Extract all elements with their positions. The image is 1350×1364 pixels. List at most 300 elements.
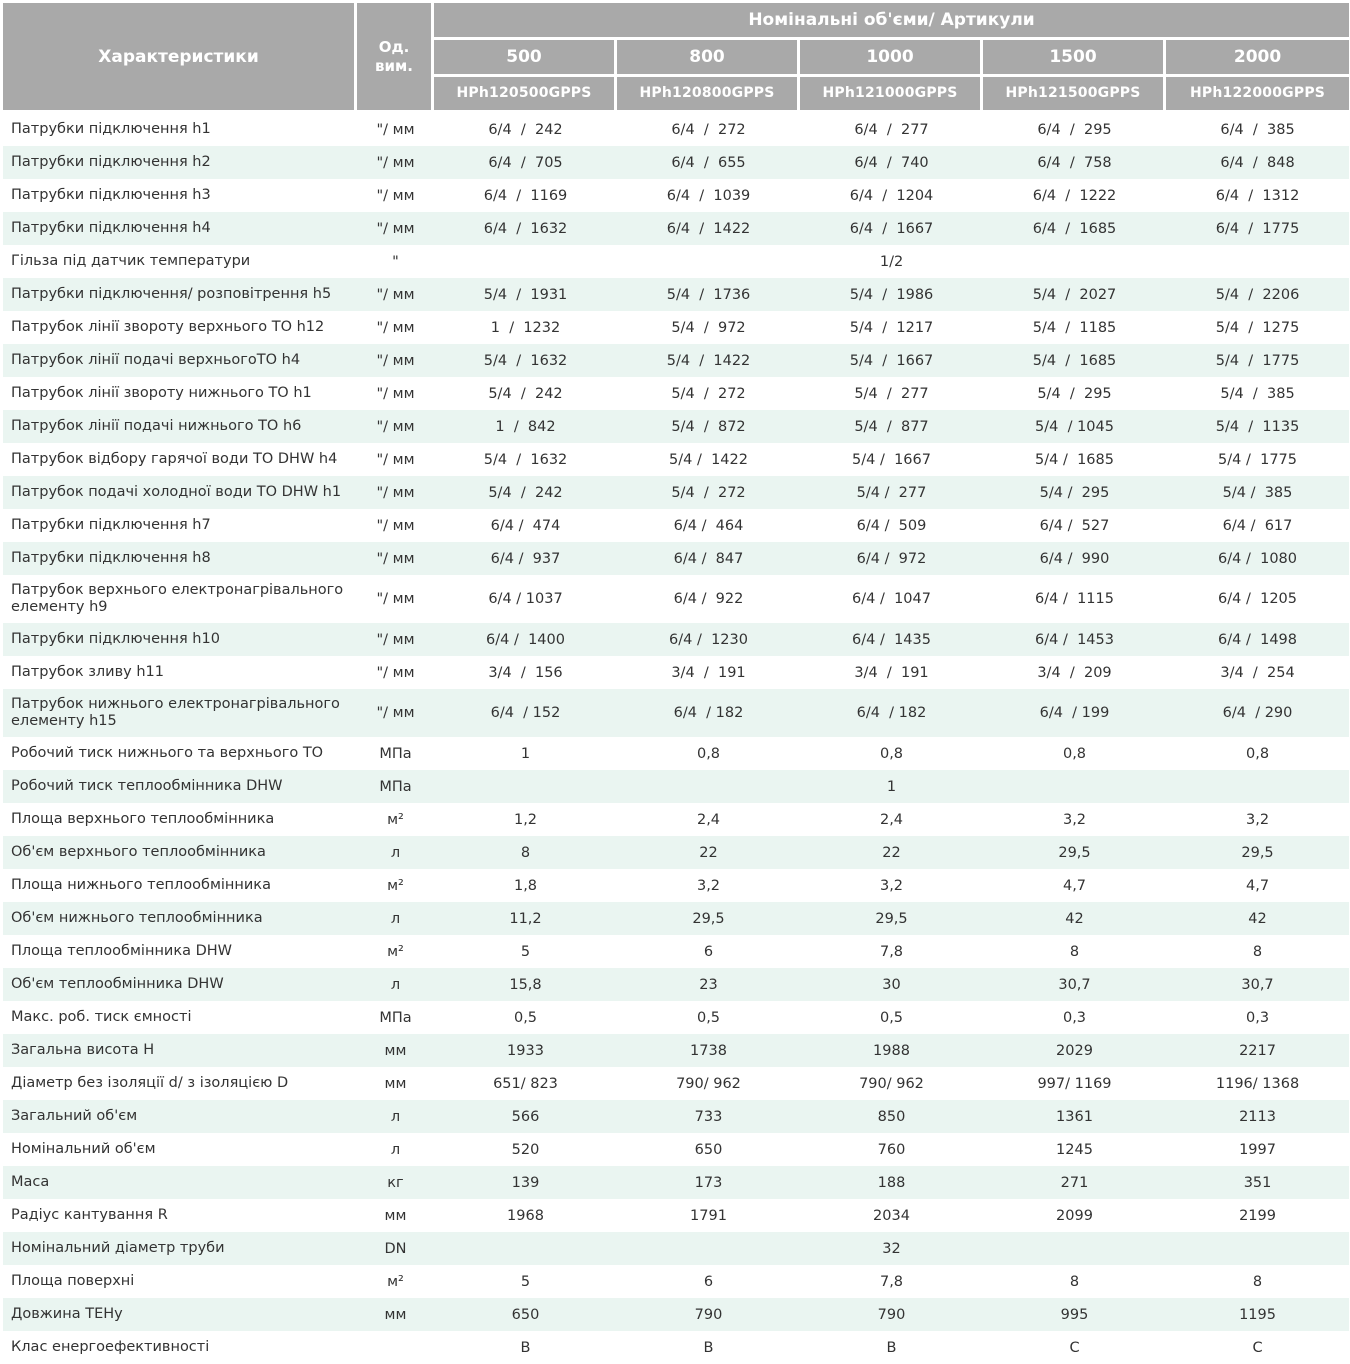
value-cell: 1968 — [507, 1207, 544, 1224]
row-unit: "/ мм — [357, 410, 434, 443]
value-cell: 0,8 — [1246, 745, 1270, 762]
row-unit: "/ мм — [357, 146, 434, 179]
value-cell: 11,2 — [434, 902, 617, 935]
row-unit: "/ мм — [376, 591, 415, 607]
value-cell: 6/4 / 1204 — [849, 187, 934, 204]
table-row — [3, 1265, 1349, 1298]
row-unit: м² — [387, 811, 404, 828]
table-row — [3, 542, 1349, 575]
value-cell: 6/4 / 295 — [1037, 121, 1112, 138]
table-header — [3, 3, 1349, 113]
value-cell: 5/4 / 272 — [671, 385, 746, 402]
row-unit: МПа — [379, 1009, 412, 1026]
value-cell: 5/4 / 242 — [488, 385, 563, 402]
row-label: Патрубки підключення h8 — [3, 542, 357, 575]
value-cell: 30,7 — [983, 968, 1166, 1001]
value-cell: 29,5 — [800, 902, 983, 935]
value-cell: 6/4 / 182 — [617, 689, 800, 737]
unit-header — [357, 3, 434, 113]
row-label: Макс. роб. тиск ємності — [11, 1009, 192, 1025]
article-header: HPh122000GPPS — [1166, 77, 1349, 113]
table-row — [3, 869, 1349, 902]
row-unit: "/ мм — [376, 385, 415, 402]
value-cell: 5/4 / 2027 — [983, 278, 1166, 311]
value-cell: 6/4 / 847 — [617, 542, 800, 575]
merged-value-cell: 32 — [434, 1232, 1349, 1265]
value-cell: 6/4 / 705 — [434, 146, 617, 179]
table-row — [3, 1001, 1349, 1034]
table-row — [3, 689, 1349, 737]
spec-table — [3, 3, 1349, 1364]
value-cell: C — [1069, 1339, 1080, 1356]
value-cell: 5/4 / 295 — [983, 476, 1166, 509]
value-cell: 6/4 / 617 — [1222, 517, 1293, 534]
row-label: Патрубок лінії звороту нижнього ТО h1 — [11, 385, 312, 401]
row-unit: л — [357, 968, 434, 1001]
value-cell: 3,2 — [1062, 811, 1087, 828]
value-cell: 5/4 / 1685 — [983, 344, 1166, 377]
row-label: Діаметр без ізоляції d/ з ізоляцією D — [11, 1075, 289, 1091]
value-cell: 6/4 / 848 — [1166, 146, 1349, 179]
value-cell: 6/4 / 655 — [617, 146, 800, 179]
table-row — [3, 935, 1349, 968]
table-row — [3, 1133, 1349, 1166]
row-label: Патрубки підключення h10 — [3, 623, 357, 656]
row-label: Патрубок лінії подачі верхньогоТО h4 — [3, 344, 357, 377]
row-unit: "/ мм — [376, 319, 415, 336]
value-cell: 6/4 / 277 — [854, 121, 929, 138]
value-cell: 271 — [983, 1166, 1166, 1199]
value-cell: 6/4 / 1115 — [1035, 591, 1114, 607]
value-cell: 6/4 / 1080 — [1166, 542, 1349, 575]
value-cell: 5/4 / 1217 — [849, 319, 934, 336]
table-body — [3, 113, 1349, 1364]
value-cell: 5/4 / 872 — [617, 410, 800, 443]
volume-header: 2000 — [1166, 40, 1349, 76]
value-cell: 6/4 / 527 — [1039, 517, 1110, 534]
table-row — [3, 836, 1349, 869]
value-cell: 6/4 / 1047 — [852, 591, 931, 607]
value-cell: 4,7 — [1246, 877, 1270, 894]
row-unit — [357, 1331, 434, 1364]
table-row — [3, 737, 1349, 770]
value-cell: 8 — [1252, 943, 1263, 960]
value-cell: 6/4 / 1230 — [617, 623, 800, 656]
row-label: Патрубок лінії звороту верхнього ТО h12 — [11, 319, 325, 335]
row-unit: "/ мм — [357, 542, 434, 575]
row-label: Робочий тиск теплообмінника DHW — [3, 770, 357, 803]
table-row — [3, 1067, 1349, 1100]
value-cell: 0,8 — [879, 745, 904, 762]
value-cell: 6/4 / 242 — [488, 121, 563, 138]
row-unit: л — [357, 902, 434, 935]
value-cell: 15,8 — [434, 968, 617, 1001]
value-cell: 0,5 — [879, 1009, 904, 1026]
row-unit: мм — [384, 1207, 407, 1224]
row-unit: м² — [387, 877, 404, 894]
row-unit: "/ мм — [376, 187, 415, 204]
value-cell: 5/4 / 1667 — [852, 451, 931, 468]
table-row — [3, 1166, 1349, 1199]
value-cell: 790 — [617, 1298, 800, 1331]
value-cell: 5/4 / 972 — [671, 319, 746, 336]
value-cell: B — [703, 1339, 714, 1356]
value-cell: 188 — [800, 1166, 983, 1199]
row-unit: "/ мм — [376, 664, 415, 681]
value-cell: 5/4 / 385 — [1166, 476, 1349, 509]
value-cell: 5 — [520, 1273, 531, 1290]
table-row — [3, 410, 1349, 443]
row-label: Площа верхнього теплообмінника — [11, 811, 275, 827]
value-cell: 6/4 / 509 — [856, 517, 927, 534]
value-cell: 6/4 / 1312 — [1215, 187, 1300, 204]
value-cell: 351 — [1166, 1166, 1349, 1199]
table-row — [3, 1331, 1349, 1364]
row-label: Загальний об'єм — [3, 1100, 357, 1133]
article-header: HPh121000GPPS — [800, 77, 983, 113]
value-cell: 6/4 / 1422 — [617, 212, 800, 245]
value-cell: 5/4 / 1135 — [1166, 410, 1349, 443]
value-cell: 2113 — [1166, 1100, 1349, 1133]
row-label: Об'єм теплообмінника DHW — [3, 968, 357, 1001]
article-header: HPh120500GPPS — [434, 77, 617, 113]
table-row — [3, 1298, 1349, 1331]
table-row — [3, 311, 1349, 344]
row-label: Гільза під датчик температури — [11, 253, 251, 269]
row-unit: мм — [384, 1075, 407, 1092]
unit-header-line1: Од. — [378, 37, 410, 56]
value-cell: 29,5 — [1166, 836, 1349, 869]
value-cell: 5/4 / 877 — [800, 410, 983, 443]
value-cell: 29,5 — [617, 902, 800, 935]
value-cell: 1 — [520, 745, 531, 762]
value-cell: 6/4 / 922 — [673, 591, 744, 607]
value-cell: 30,7 — [1166, 968, 1349, 1001]
value-cell: 520 — [511, 1141, 540, 1158]
row-label: Патрубки підключення h7 — [11, 517, 211, 533]
merged-value-cell: 1/2 — [879, 253, 904, 270]
value-cell: 2029 — [983, 1034, 1166, 1067]
value-cell: 5 — [520, 943, 531, 960]
value-cell: 0,5 — [696, 1009, 721, 1026]
value-cell: 5/4 / 1775 — [1166, 344, 1349, 377]
value-cell: 7,8 — [879, 943, 904, 960]
value-cell: 5/4 / 2206 — [1166, 278, 1349, 311]
value-cell: 6/4 / 1169 — [483, 187, 568, 204]
value-cell: 42 — [1166, 902, 1349, 935]
value-cell: 6/4 / 474 — [490, 517, 561, 534]
row-label: Робочий тиск нижнього та верхнього ТО — [11, 745, 324, 761]
row-label: Радіус кантування R — [11, 1207, 168, 1223]
row-unit: "/ мм — [357, 278, 434, 311]
row-label: Номінальний об'єм — [11, 1141, 156, 1157]
value-cell: 760 — [877, 1141, 906, 1158]
value-cell: 6/4 / 1222 — [1032, 187, 1117, 204]
value-cell: 6/4 / 1400 — [434, 623, 617, 656]
value-cell: 6/4 / 199 — [983, 689, 1166, 737]
value-cell: 3/4 / 156 — [488, 664, 563, 681]
value-cell: 6/4 / 1039 — [666, 187, 751, 204]
table-row — [3, 179, 1349, 212]
row-label: Патрубки підключення h2 — [3, 146, 357, 179]
value-cell: 5/4 / 1667 — [800, 344, 983, 377]
row-unit: "/ мм — [357, 476, 434, 509]
value-cell: 1 / 842 — [434, 410, 617, 443]
table-row — [3, 902, 1349, 935]
value-cell: 650 — [694, 1141, 723, 1158]
volume-header: 500 — [434, 40, 617, 76]
row-label: Патрубок подачі холодної води ТО DHW h1 — [3, 476, 357, 509]
value-cell: 995 — [983, 1298, 1166, 1331]
value-cell: 850 — [800, 1100, 983, 1133]
row-label: Клас енергоефективності — [11, 1339, 210, 1355]
characteristics-header: Характеристики — [3, 3, 357, 113]
row-unit: " — [392, 253, 399, 270]
value-cell: 6/4 / 740 — [800, 146, 983, 179]
value-cell: 790/ 962 — [676, 1075, 741, 1092]
table-row — [3, 245, 1349, 278]
unit-header-line2: вим. — [375, 56, 413, 75]
value-cell: 6/4 / 1037 — [488, 591, 563, 607]
value-cell: 2099 — [1056, 1207, 1093, 1224]
value-cell: 6/4 / 1453 — [983, 623, 1166, 656]
value-cell: 42 — [983, 902, 1166, 935]
value-cell: 23 — [617, 968, 800, 1001]
row-label: Площа нижнього теплообмінника — [11, 877, 271, 893]
value-cell: 5/4 / 1775 — [1218, 451, 1297, 468]
value-cell: 5/4 / 242 — [434, 476, 617, 509]
table-row — [3, 770, 1349, 803]
row-label: Патрубок зливу h11 — [11, 664, 164, 680]
value-cell: 5/4 / 1045 — [983, 410, 1166, 443]
row-label: Патрубки підключення h3 — [11, 187, 211, 203]
row-label: Патрубки підключення/ розповітрення h5 — [3, 278, 357, 311]
row-unit: "/ мм — [376, 121, 415, 138]
value-cell: 6/4 / 1775 — [1166, 212, 1349, 245]
table-row — [3, 212, 1349, 245]
table-row — [3, 344, 1349, 377]
table-row — [3, 476, 1349, 509]
value-cell: 5/4 / 1422 — [669, 451, 748, 468]
volumes-group-header: Номінальні об'єми/ Артикули — [434, 3, 1349, 40]
value-cell: 6/4 / 758 — [983, 146, 1166, 179]
value-cell: 5/4 / 1185 — [1032, 319, 1117, 336]
value-cell: 6 — [703, 943, 714, 960]
value-cell: 0,3 — [1062, 1009, 1087, 1026]
volume-header: 1000 — [800, 40, 983, 76]
value-cell: 8 — [1069, 943, 1080, 960]
value-cell: 8 — [1252, 1273, 1263, 1290]
row-unit: "/ мм — [376, 517, 415, 534]
value-cell: 0,3 — [1246, 1009, 1270, 1026]
table-row — [3, 377, 1349, 410]
value-cell: 3,2 — [696, 877, 721, 894]
value-cell: 790 — [800, 1298, 983, 1331]
value-cell: 6/4 / 464 — [673, 517, 744, 534]
row-unit: л — [357, 1100, 434, 1133]
value-cell: 6/4 / 1205 — [1218, 591, 1297, 607]
value-cell: 1,8 — [513, 877, 538, 894]
row-unit: мм — [357, 1034, 434, 1067]
volume-header: 1500 — [983, 40, 1166, 76]
value-cell: 651/ 823 — [493, 1075, 558, 1092]
row-label: Маса — [3, 1166, 357, 1199]
value-cell: 8 — [1069, 1273, 1080, 1290]
value-cell: 6/4 / 1435 — [800, 623, 983, 656]
value-cell: 1245 — [1056, 1141, 1093, 1158]
value-cell: 2199 — [1239, 1207, 1276, 1224]
value-cell: 29,5 — [983, 836, 1166, 869]
value-cell: 6/4 / 990 — [983, 542, 1166, 575]
value-cell: 3/4 / 191 — [854, 664, 929, 681]
value-cell: 1738 — [617, 1034, 800, 1067]
row-label: Патрубок верхнього електронагрівального елементу h9 — [11, 582, 344, 615]
value-cell: 6/4 / 272 — [671, 121, 746, 138]
row-label: Патрубок лінії подачі нижнього ТО h6 — [3, 410, 357, 443]
row-unit: "/ мм — [357, 623, 434, 656]
value-cell: 5/4 / 1275 — [1215, 319, 1300, 336]
value-cell: 2,4 — [696, 811, 721, 828]
value-cell: 2034 — [873, 1207, 910, 1224]
row-label: Площа теплообмінника DHW — [11, 943, 233, 959]
value-cell: 6/4 / 1685 — [983, 212, 1166, 245]
value-cell: 1196/ 1368 — [1215, 1075, 1300, 1092]
value-cell: 4,7 — [1062, 877, 1087, 894]
value-cell: 1 / 1232 — [490, 319, 561, 336]
value-cell: 3/4 / 209 — [1037, 664, 1112, 681]
value-cell: 5/4 / 1986 — [800, 278, 983, 311]
row-label: Патрубок відбору гарячої води ТО DHW h4 — [11, 451, 338, 467]
row-unit: л — [390, 1141, 401, 1158]
value-cell: 5/4 / 1685 — [1035, 451, 1114, 468]
value-cell: 1933 — [434, 1034, 617, 1067]
table-row — [3, 113, 1349, 146]
table-row — [3, 656, 1349, 689]
value-cell: C — [1252, 1339, 1263, 1356]
merged-value-cell: 1 — [434, 770, 1349, 803]
table-row — [3, 443, 1349, 476]
article-header: HPh121500GPPS — [983, 77, 1166, 113]
row-unit: м² — [387, 1273, 404, 1290]
value-cell: 6/4 / 182 — [800, 689, 983, 737]
value-cell: 5/4 / 1632 — [483, 451, 568, 468]
table-row — [3, 1199, 1349, 1232]
value-cell: 3/4 / 191 — [671, 664, 746, 681]
row-unit: МПа — [357, 770, 434, 803]
value-cell: 5/4 / 277 — [854, 385, 929, 402]
value-cell: 6/4 / 1632 — [434, 212, 617, 245]
value-cell: 1195 — [1166, 1298, 1349, 1331]
row-unit: DN — [357, 1232, 434, 1265]
value-cell: B — [520, 1339, 531, 1356]
value-cell: 30 — [800, 968, 983, 1001]
row-unit: "/ мм — [357, 689, 434, 737]
table-row — [3, 968, 1349, 1001]
row-label: Об'єм нижнього теплообмінника — [3, 902, 357, 935]
row-label: Патрубок нижнього електронагрівального елементу h15 — [3, 689, 357, 737]
row-unit: м² — [387, 943, 404, 960]
table-row — [3, 509, 1349, 542]
value-cell: 5/4 / 1632 — [434, 344, 617, 377]
value-cell: 173 — [617, 1166, 800, 1199]
table-row — [3, 575, 1349, 623]
value-cell: 790/ 962 — [859, 1075, 924, 1092]
row-label: Об'єм верхнього теплообмінника — [3, 836, 357, 869]
value-cell: 0,8 — [1062, 745, 1087, 762]
value-cell: 22 — [800, 836, 983, 869]
row-unit: л — [357, 836, 434, 869]
value-cell: 6/4 / 972 — [800, 542, 983, 575]
value-cell: 733 — [617, 1100, 800, 1133]
value-cell: 22 — [617, 836, 800, 869]
table-row — [3, 803, 1349, 836]
value-cell: 0,5 — [513, 1009, 538, 1026]
value-cell: 7,8 — [879, 1273, 904, 1290]
row-label: Номінальний діаметр труби — [3, 1232, 357, 1265]
value-cell: 5/4 / 385 — [1220, 385, 1295, 402]
value-cell: 8 — [434, 836, 617, 869]
table-row — [3, 1100, 1349, 1133]
value-cell: 5/4 / 272 — [617, 476, 800, 509]
row-label: Довжина ТЕНу — [3, 1298, 357, 1331]
volume-header: 800 — [617, 40, 800, 76]
value-cell: 6/4 / 290 — [1166, 689, 1349, 737]
table-row — [3, 146, 1349, 179]
value-cell: 6/4 / 1498 — [1166, 623, 1349, 656]
table-row — [3, 278, 1349, 311]
value-cell: 5/4 / 1422 — [617, 344, 800, 377]
value-cell: 1,2 — [513, 811, 538, 828]
value-cell: 6/4 / 152 — [434, 689, 617, 737]
value-cell: 5/4 / 295 — [1037, 385, 1112, 402]
value-cell: 5/4 / 1736 — [617, 278, 800, 311]
value-cell: 6 — [703, 1273, 714, 1290]
value-cell: 1997 — [1239, 1141, 1276, 1158]
value-cell: 3/4 / 254 — [1220, 664, 1295, 681]
value-cell: 5/4 / 1931 — [434, 278, 617, 311]
article-header: HPh120800GPPS — [617, 77, 800, 113]
row-label: Патрубки підключення h4 — [3, 212, 357, 245]
value-cell: B — [886, 1339, 897, 1356]
value-cell: 1791 — [690, 1207, 727, 1224]
row-unit: мм — [357, 1298, 434, 1331]
value-cell: 566 — [434, 1100, 617, 1133]
table-row — [3, 1232, 1349, 1265]
row-unit: "/ мм — [357, 344, 434, 377]
value-cell: 1361 — [983, 1100, 1166, 1133]
value-cell: 3,2 — [879, 877, 904, 894]
table-row — [3, 1034, 1349, 1067]
row-unit: кг — [357, 1166, 434, 1199]
value-cell: 139 — [434, 1166, 617, 1199]
value-cell: 2,4 — [879, 811, 904, 828]
value-cell: 650 — [434, 1298, 617, 1331]
value-cell: 6/4 / 1667 — [800, 212, 983, 245]
table-row — [3, 623, 1349, 656]
row-unit: "/ мм — [357, 212, 434, 245]
row-unit: МПа — [379, 745, 412, 762]
value-cell: 6/4 / 385 — [1220, 121, 1295, 138]
row-label: Площа поверхні — [11, 1273, 135, 1289]
value-cell: 2217 — [1166, 1034, 1349, 1067]
value-cell: 3,2 — [1246, 811, 1270, 828]
value-cell: 997/ 1169 — [1037, 1075, 1112, 1092]
row-unit: "/ мм — [376, 451, 415, 468]
row-label: Загальна висота H — [3, 1034, 357, 1067]
value-cell: 5/4 / 277 — [800, 476, 983, 509]
value-cell: 0,8 — [696, 745, 721, 762]
row-label: Патрубки підключення h1 — [11, 121, 211, 137]
